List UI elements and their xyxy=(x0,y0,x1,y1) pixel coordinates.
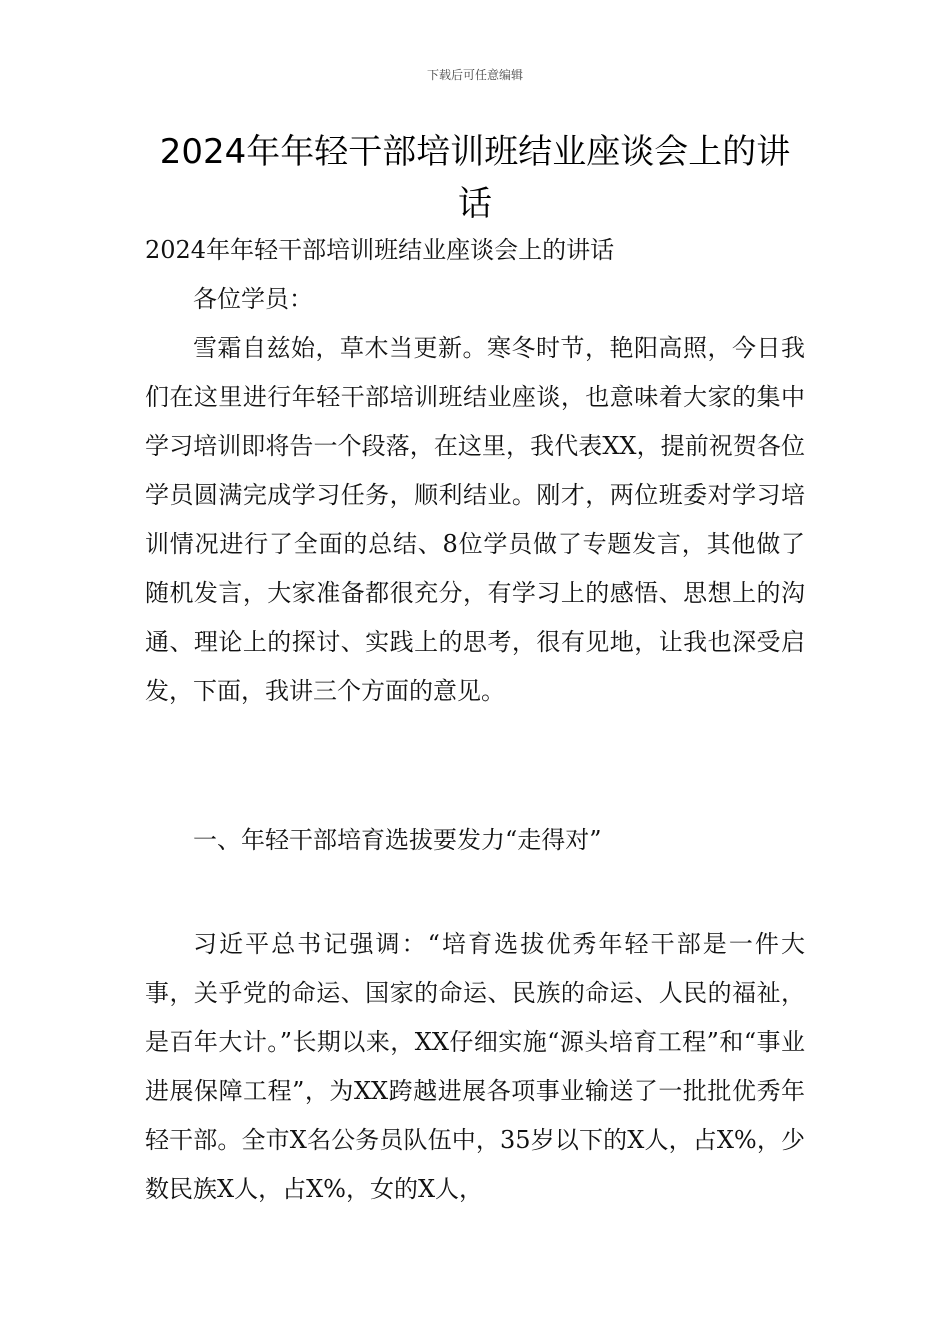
greeting: 各位学员： xyxy=(193,285,313,313)
document-subtitle: 2024年年轻干部培训班结业座谈会上的讲话 xyxy=(145,236,615,264)
section-heading-1: 一、年轻干部培育选拔要发力“走得对” xyxy=(193,826,602,854)
document-title: 2024年年轻干部培训班结业座谈会上的讲话 xyxy=(159,132,791,224)
header-note: 下载后可任意编辑 xyxy=(426,68,523,82)
paragraph-opening: 雪霜自兹始，草木当更新。寒冬时节，艳阳高照，今日我们在这里进行年轻干部培训班结业座谈，也意味着大家的集中学习培训即将告一个段落，在这里，我代表XX，提前祝贺各位学员圆满完成学习任务，顺利结业。刚才，两位班委对学习培训情况进行了全面的总结、8位学员做了专题发言，其他做了随机发言，大家准备都很充分，有学习上的感悟、思想上的沟通、理论上的探讨、实践上的思考，很有见地，让我也深受启发，下面，我讲三个方面的意见。 xyxy=(145,334,805,705)
paragraph-section-1: 习近平总书记强调：“培育选拔优秀年轻干部是一件大事，关乎党的命运、国家的命运、民族的命运、人民的福祉，是百年大计。”长期以来，XX仔细实施“源头培育工程”和“事业进展保障工程”，为XX跨越进展各项事业输送了一批批优秀年轻干部。全市X名公务员队伍中，35岁以下的X人，占X%，少数民族X人，占X%，女的X人， xyxy=(145,930,805,1203)
